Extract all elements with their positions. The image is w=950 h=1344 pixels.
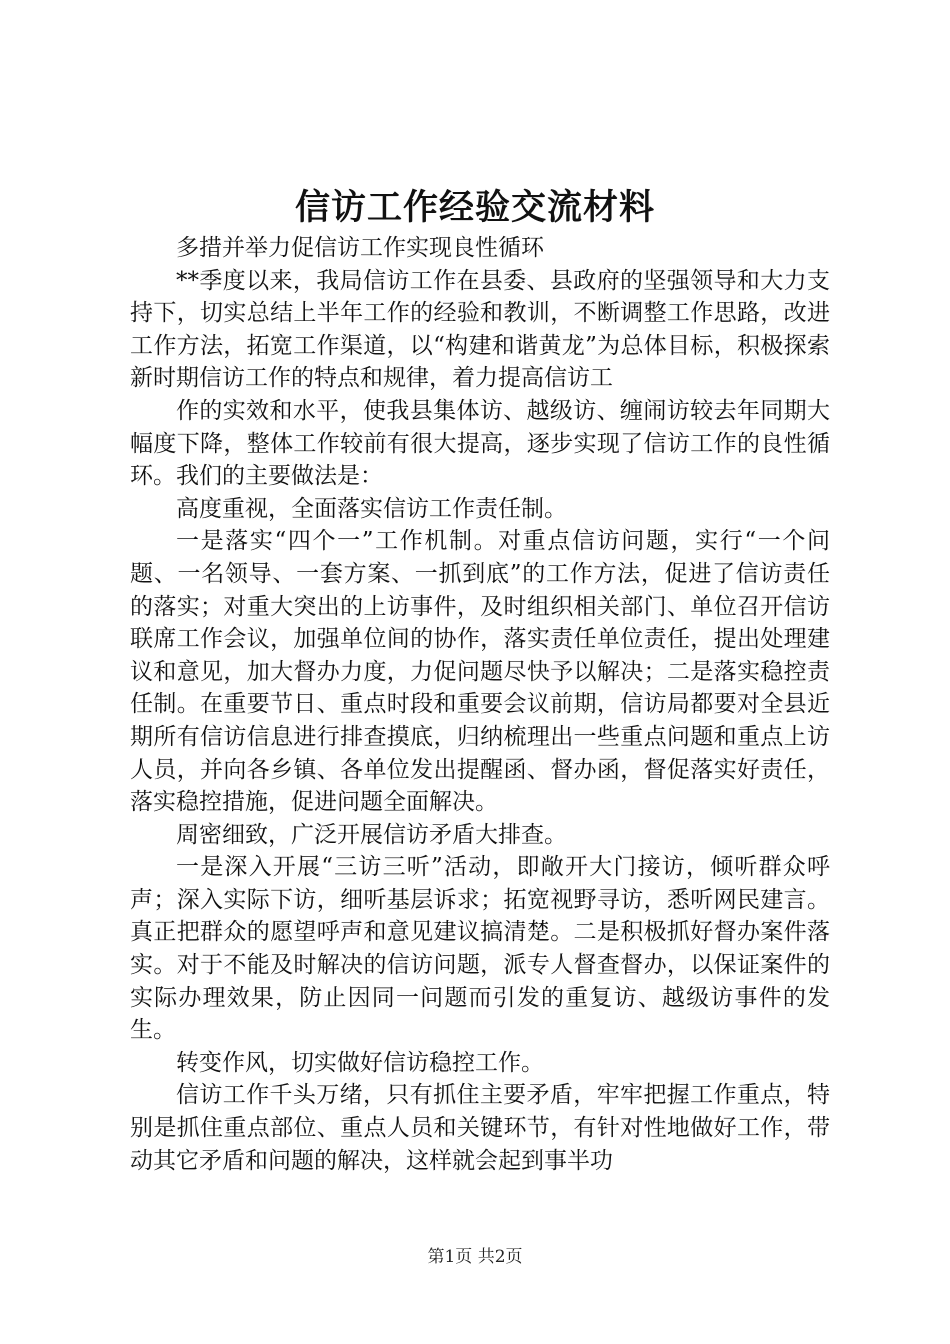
document-title: 信访工作经验交流材料 bbox=[294, 187, 655, 228]
paragraph-stability: 信访工作千头万绪，只有抓住主要矛盾，牢牢把握工作重点，特别是抓住重点部位、重点人员和关键环节，有针对性地做好工作，带动其它矛盾和问题的解决，这样就会起到事半功 bbox=[130, 1082, 830, 1174]
section-heading-stability: 转变作风，切实做好信访稳控工作。 bbox=[176, 1049, 544, 1076]
paragraph-intro: **季度以来，我局信访工作在县委、县政府的坚强领导和大力支持下，切实总结上半年工作的经验和教训，不断调整工作思路，改进工作方法，拓宽工作渠道，以“构建和谐黄龙”为总体目标，积极探索新时期信访工作的特点和规律，着力提高信访工 bbox=[130, 267, 830, 392]
section-heading-investigation: 周密细致，广泛开展信访矛盾大排查。 bbox=[176, 821, 567, 848]
document-body bbox=[130, 232, 830, 1177]
page-indicator: 第1页 共2页 bbox=[427, 1247, 523, 1267]
section-heading-responsibility: 高度重视，全面落实信访工作责任制。 bbox=[176, 495, 567, 522]
paragraph-intro-continued: 作的实效和水平，使我县集体访、越级访、缠闹访较去年同期大幅度下降，整体工作较前有很大提高，逐步实现了信访工作的良性循环。我们的主要做法是： bbox=[130, 397, 830, 490]
paragraph-subtitle: 多措并举力促信访工作实现良性循环 bbox=[176, 235, 544, 261]
paragraph-investigation: 一是深入开展“三访三听”活动，即敞开大门接访，倾听群众呼声；深入实际下访，细听基层诉求；拓宽视野寻访，悉听网民建言。真正把群众的愿望呼声和意见建议搞清楚。二是积极抓好督办案件落实。对于不能及时解决的信访问题，派专人督查督办，以保证案件的实际办理效果，防止因同一问题而引发的重复访、越级访事件的发生。 bbox=[130, 854, 830, 1044]
paragraph-responsibility: 一是落实“四个一”工作机制。对重点信访问题，实行“一个问题、一名领导、一套方案、一抓到底”的工作方法，促进了信访责任的落实；对重大突出的上访事件，及时组织相关部门、单位召开信访联席工作会议，加强单位间的协作，落实责任单位责任，提出处理建议和意见，加大督办力度，力促问题尽快予以解决；二是落实稳控责任制。在重要节日、重点时段和重要会议前期，信访局都要对全县近期所有信访信息进行排查摸底，归纳梳理出一些重点问题和重点上访人员，并向各乡镇、各单位发出提醒函、督办函，督促落实好责任，落实稳控措施，促进问题全面解决。 bbox=[130, 528, 830, 816]
